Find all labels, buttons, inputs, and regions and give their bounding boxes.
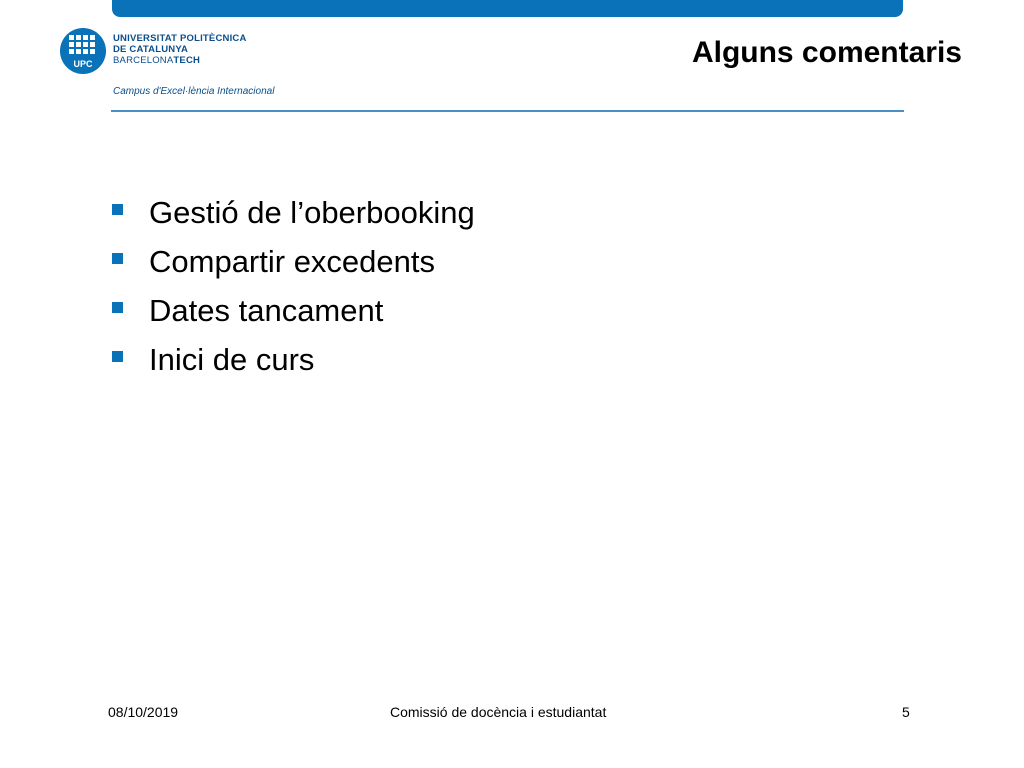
bullet-text: Gestió de l’oberbooking — [149, 194, 475, 230]
square-bullet-icon — [112, 204, 123, 215]
page-number: 5 — [902, 704, 910, 720]
bullet-item — [108, 286, 475, 335]
university-name-line1: UNIVERSITAT POLITÈCNICA — [113, 33, 247, 44]
header-divider — [111, 110, 904, 112]
bullet-text: Inici de curs — [149, 341, 315, 377]
footer-title: Comissió de docència i estudiantat — [390, 704, 607, 720]
bullet-item — [108, 237, 475, 286]
university-name — [113, 33, 247, 66]
logo-text: UPC — [73, 59, 93, 69]
bullet-item — [108, 335, 475, 384]
university-name-line2: DE CATALUNYA — [113, 44, 189, 55]
campus-tagline: Campus d'Excel·lència Internacional — [113, 86, 275, 97]
university-name-line3-light: BARCELONA — [113, 55, 174, 66]
slide-title: Alguns comentaris — [691, 36, 962, 69]
bullet-text: Dates tancament — [149, 292, 384, 328]
bullet-list — [108, 188, 475, 384]
upc-logo-icon — [60, 28, 106, 74]
bullet-item — [108, 188, 475, 237]
bullet-text: Compartir excedents — [149, 243, 436, 279]
square-bullet-icon — [112, 351, 123, 362]
top-bar — [112, 0, 903, 17]
university-name-line3 — [113, 55, 247, 66]
university-name-line3-bold: TECH — [173, 55, 201, 66]
square-bullet-icon — [112, 302, 123, 313]
square-bullet-icon — [112, 253, 123, 264]
footer-date: 08/10/2019 — [108, 704, 179, 720]
